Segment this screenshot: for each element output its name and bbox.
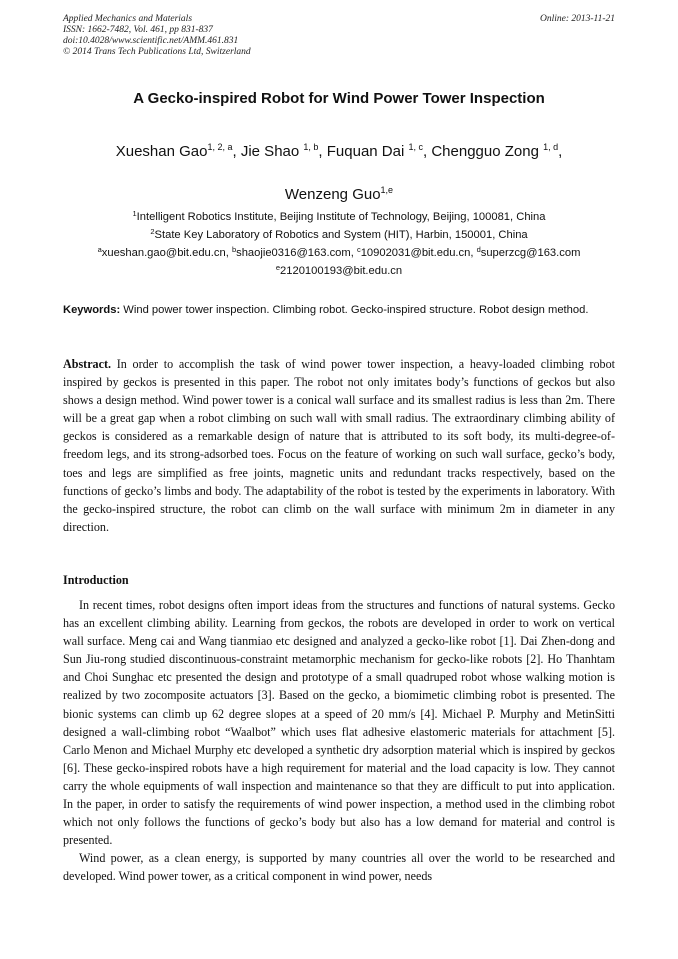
affiliation-sup: 2 (150, 227, 155, 236)
email-d: superzcg@163.com (480, 247, 581, 259)
abstract-label: Abstract. (63, 357, 112, 371)
affiliation-text: State Key Laboratory of Robotics and System (HIT), Harbin, 150001, China (154, 229, 528, 241)
author-name: Chengguo Zong (431, 143, 544, 160)
email-line (63, 262, 615, 280)
author-sup: 1,e (380, 185, 394, 195)
author-separator: , (558, 143, 563, 160)
doi-line: doi:10.4028/www.scientific.net/AMM.461.831 (63, 36, 239, 46)
author-separator: , (422, 143, 432, 160)
email-e: 2120100193@bit.edu.cn (280, 265, 403, 277)
paragraph: Wind power, as a clean energy, is supported by many countries all over the world to be researched and developed. Wind power tower, as a critical component in wind power, needs (63, 851, 615, 884)
author-sup: 1, c (408, 142, 423, 152)
online-date: Online: 2013-11-21 (539, 14, 615, 24)
author-sup: 1, d (543, 142, 559, 152)
affiliation-line (63, 226, 615, 244)
author-sup: 1, 2, a (207, 142, 233, 152)
author-line-1 (63, 130, 615, 173)
email-sup: c (356, 245, 361, 254)
journal-header (63, 14, 615, 58)
email-sup: a (97, 245, 102, 254)
keywords-label: Keywords: (63, 304, 121, 316)
affiliation-line (63, 208, 615, 226)
keywords (63, 301, 615, 319)
email-sup: d (476, 245, 481, 254)
journal-info (63, 14, 615, 58)
author-name: Jie Shao (240, 143, 304, 160)
author-name: Fuquan Dai (326, 143, 409, 160)
author-separator: , (232, 143, 241, 160)
email-b: shaojie0316@163.com, (236, 247, 357, 259)
author-name: Wenzeng Guo (284, 186, 381, 203)
email-sup: b (231, 245, 237, 254)
author-separator: , (318, 143, 327, 160)
author-sup: 1, b (303, 142, 319, 152)
email-c: 10902031@bit.edu.cn, (360, 247, 477, 259)
email-line (63, 244, 615, 262)
issn-line: ISSN: 1662-7482, Vol. 461, pp 831-837 (63, 25, 213, 35)
affiliation-sup: 1 (132, 209, 137, 218)
journal-name: Applied Mechanics and Materials (63, 14, 193, 24)
keywords-text: Wind power tower inspection. Climbing robot. Gecko-inspired structure. Robot design method. (120, 304, 589, 316)
email-sup: e (275, 263, 281, 272)
email-a: xueshan.gao@bit.edu.cn, (101, 247, 232, 259)
copyright-line: © 2014 Trans Tech Publications Ltd, Switzerland (63, 47, 251, 57)
introduction-body (63, 596, 615, 886)
section-heading-introduction: Introduction (63, 573, 129, 587)
abstract (63, 355, 615, 536)
abstract-text: In order to accomplish the task of wind power tower inspection, a heavy-loaded climbing robot inspired by geckos is presented in this paper. The robot not only imitates body’s functions of geckos but also shows a design method. Wind power tower is a conical wall surface and its smallest radius is less than 2m. There will be a great gap when a robot climbing on such wall with small radius. The extraordinary climbing ability of geckos is considered as a remarkable design of nature that is attributed to its soft body, its multi-degree-of-freedom legs, and its strong-adsorbed toes. Focus on the feature of working on such wall surface, gecko’s body, toes and legs are simplified as free joints, magnetic units and redundant tracks respectively, based on the functions of gecko’s limbs and body. The adaptability of the robot is tested by the experiments in laboratory. With the gecko-inspired structure, the robot can climb on the wall surface with minimum 2m in diameter in any direction. (63, 357, 615, 534)
author-name: Xueshan Gao (115, 143, 208, 160)
author-list (63, 130, 615, 216)
affiliations (63, 208, 615, 280)
affiliation-text: Intelligent Robotics Institute, Beijing Institute of Technology, Beijing, 100081, China (136, 211, 546, 223)
paragraph: In recent times, robot designs often import ideas from the structures and functions of natural systems. Gecko has an excellent climbing ability. Learning from geckos, the robots are developed in order to work on vertical wall surface. Meng cai and Wang tianmiao etc designed and analyzed a gecko-like robot [1]. Dai Zhen-dong and Sun Jiu-rong studied discontinuous-constraint metamorphic mechanism for gecko-like robots [2]. Ho Thanhtam and Choi Sunghac etc presented the design and prototype of a small quadruped robot whose walking motion is realized by two zocomposite actuators [3]. Based on the gecko, a biomimetic climbing robot is presented. The bionic systems can climb up 62 degree slopes at a speed of 20 mm/s [4]. Michael P. Murphy and MetinSitti designed a wall-climbing robot “Waalbot” which uses flat adhesive elastomeric materials for attachment [5]. Carlo Menon and Michael Murphy etc developed a synthetic dry adsorption material which is inspired by geckos [6]. These gecko-inspired robots have a high requirement for material and the load capacity is low. They cannot carry the whole equipments of wall inspection and maintenance so that they are difficult to put into application. In the paper, in order to satisfy the requirements of wind power inspection, a method used in the climbing robot which not only follows the functions of gecko’s body but also has a low demand for material and control is presented. (63, 598, 615, 848)
paper-title: A Gecko-inspired Robot for Wind Power Tower Inspection (133, 90, 545, 107)
